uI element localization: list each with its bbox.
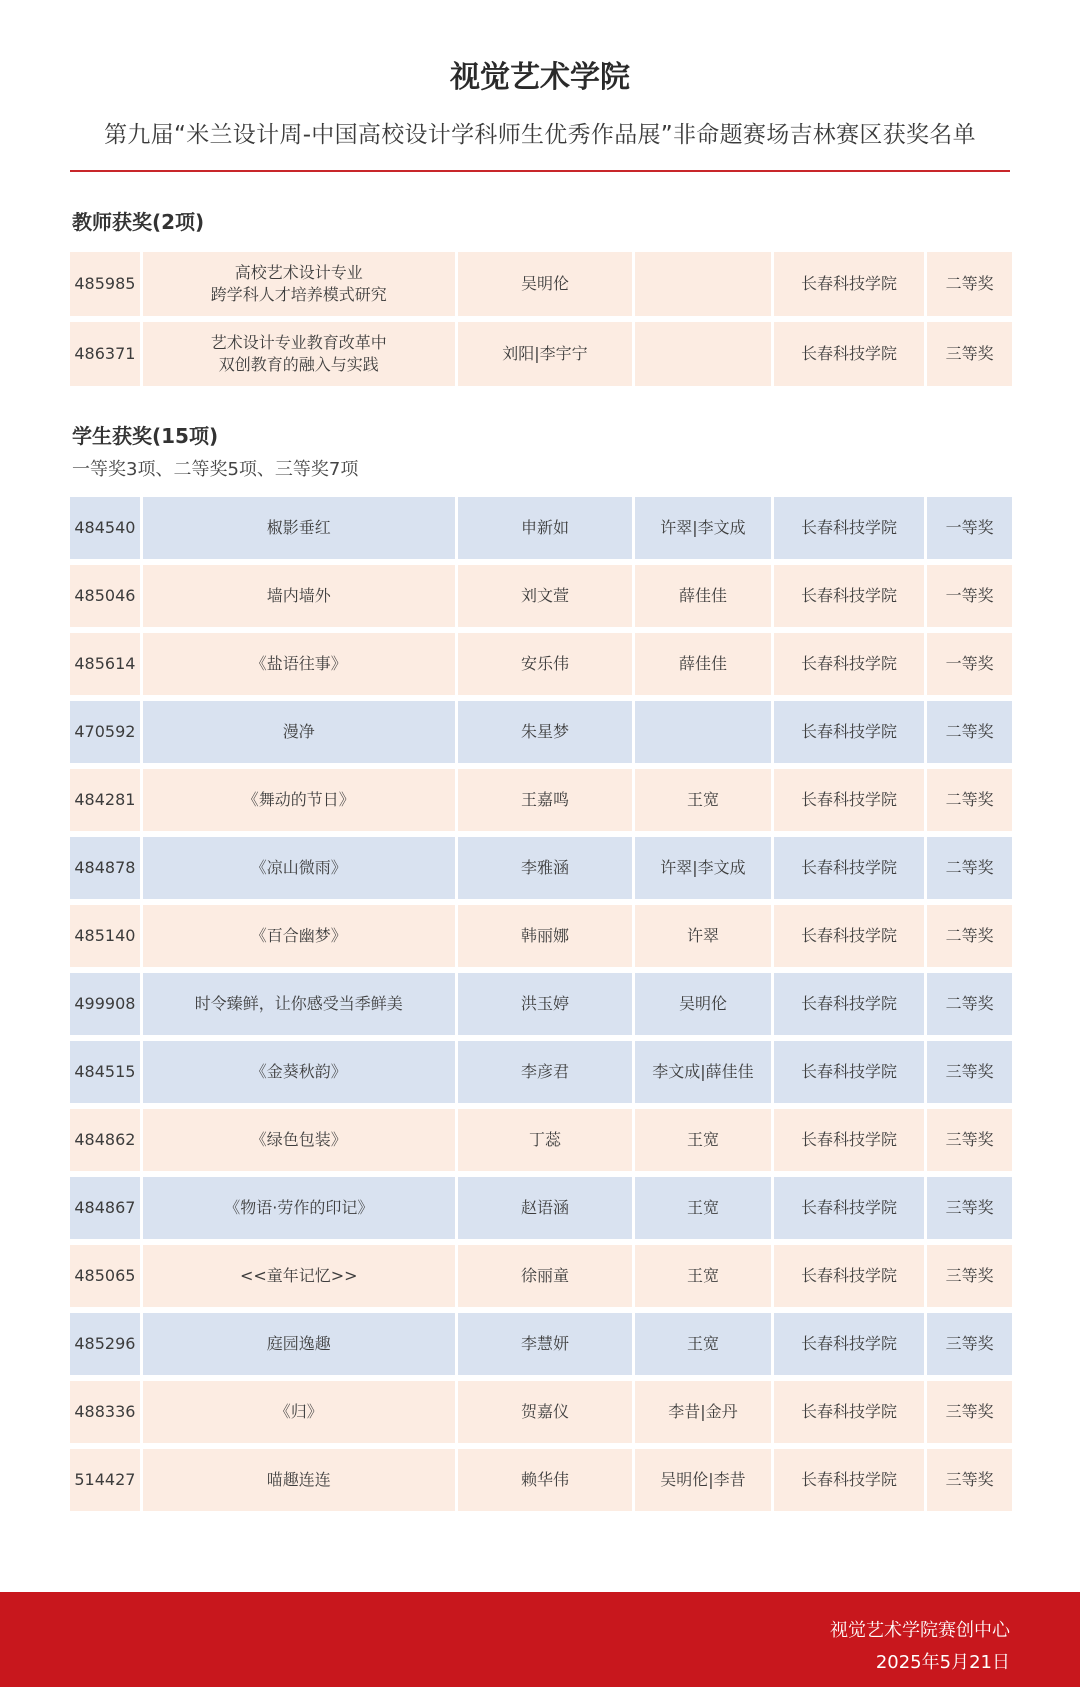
entry-id: 470592: [70, 701, 140, 763]
entry-id: 484878: [70, 837, 140, 899]
entry-school: 长春科技学院: [774, 1381, 925, 1443]
entry-id: 484281: [70, 769, 140, 831]
entry-author: 韩丽娜: [458, 905, 632, 967]
entry-id: 484515: [70, 1041, 140, 1103]
entry-title: 《金葵秋韵》: [143, 1041, 455, 1103]
entry-school: 长春科技学院: [774, 837, 925, 899]
entry-id: 486371: [70, 322, 140, 386]
entry-school: 长春科技学院: [774, 322, 925, 386]
entry-award: 二等奖: [927, 837, 1012, 899]
entry-author: 丁蕊: [458, 1109, 632, 1171]
entry-title: 高校艺术设计专业 跨学科人才培养模式研究: [143, 252, 455, 316]
entry-advisor: 王宽: [635, 1313, 771, 1375]
table-row: [70, 1381, 1012, 1443]
entry-school: 长春科技学院: [774, 973, 925, 1035]
table-row: [70, 565, 1012, 627]
entry-advisor: 李文成|薛佳佳: [635, 1041, 771, 1103]
entry-school: 长春科技学院: [774, 1313, 925, 1375]
entry-author: 吴明伦: [458, 252, 632, 316]
table-row: [70, 1313, 1012, 1375]
entry-advisor: 许翠|李文成: [635, 837, 771, 899]
entry-author: 洪玉婷: [458, 973, 632, 1035]
table-row: [70, 769, 1012, 831]
entry-id: 485985: [70, 252, 140, 316]
entry-advisor: 王宽: [635, 1177, 771, 1239]
entry-school: 长春科技学院: [774, 1041, 925, 1103]
entry-school: 长春科技学院: [774, 252, 925, 316]
teacher-awards-table: [70, 252, 1012, 392]
entry-author: 刘文萱: [458, 565, 632, 627]
entry-school: 长春科技学院: [774, 769, 925, 831]
entry-award: 三等奖: [927, 1041, 1012, 1103]
entry-author: 申新如: [458, 497, 632, 559]
entry-advisor: [635, 252, 771, 316]
entry-id: 485614: [70, 633, 140, 695]
footer-bar: [0, 1592, 1080, 1687]
entry-author: 赵语涵: [458, 1177, 632, 1239]
entry-school: 长春科技学院: [774, 1449, 925, 1511]
entry-award: 一等奖: [927, 633, 1012, 695]
table-row: [70, 1109, 1012, 1171]
entry-award: 二等奖: [927, 701, 1012, 763]
entry-advisor: 许翠|李文成: [635, 497, 771, 559]
entry-id: 485296: [70, 1313, 140, 1375]
entry-title: 庭园逸趣: [143, 1313, 455, 1375]
entry-title: 《舞动的节日》: [143, 769, 455, 831]
entry-advisor: 李昔|金丹: [635, 1381, 771, 1443]
entry-award: 二等奖: [927, 252, 1012, 316]
entry-award: 二等奖: [927, 973, 1012, 1035]
entry-id: 488336: [70, 1381, 140, 1443]
table-row: [70, 322, 1012, 386]
footer-organization: 视觉艺术学院赛创中心: [830, 1620, 1010, 1641]
entry-id: 484867: [70, 1177, 140, 1239]
entry-advisor: 薛佳佳: [635, 565, 771, 627]
entry-advisor: [635, 701, 771, 763]
entry-advisor: 王宽: [635, 1109, 771, 1171]
entry-award: 三等奖: [927, 1245, 1012, 1307]
entry-title: 漫净: [143, 701, 455, 763]
table-row: [70, 1449, 1012, 1511]
entry-title: 《绿色包装》: [143, 1109, 455, 1171]
footer-date: 2025年5月21日: [875, 1652, 1010, 1673]
entry-title: 喵趣连连: [143, 1449, 455, 1511]
entry-title: 《物语·劳作的印记》: [143, 1177, 455, 1239]
entry-advisor: 许翠: [635, 905, 771, 967]
entry-author: 李慧妍: [458, 1313, 632, 1375]
entry-id: 499908: [70, 973, 140, 1035]
table-row: [70, 1177, 1012, 1239]
entry-school: 长春科技学院: [774, 1245, 925, 1307]
entry-author: 刘阳|李宇宁: [458, 322, 632, 386]
student-section-heading: 学生获奖(15项): [72, 424, 219, 448]
title-divider: [70, 170, 1010, 172]
entry-school: 长春科技学院: [774, 1177, 925, 1239]
entry-school: 长春科技学院: [774, 905, 925, 967]
teacher-section-heading: 教师获奖(2项): [72, 210, 205, 234]
entry-title: 时令臻鲜，让你感受当季鲜美: [143, 973, 455, 1035]
entry-title: 《归》: [143, 1381, 455, 1443]
table-row: [70, 1245, 1012, 1307]
entry-id: 484540: [70, 497, 140, 559]
entry-author: 贺嘉仪: [458, 1381, 632, 1443]
entry-advisor: [635, 322, 771, 386]
entry-id: 484862: [70, 1109, 140, 1171]
entry-school: 长春科技学院: [774, 497, 925, 559]
entry-advisor: 王宽: [635, 769, 771, 831]
entry-author: 李雅涵: [458, 837, 632, 899]
entry-school: 长春科技学院: [774, 1109, 925, 1171]
student-award-summary: 一等奖3项、二等奖5项、三等奖7项: [72, 459, 359, 480]
entry-id: 485046: [70, 565, 140, 627]
table-row: [70, 837, 1012, 899]
entry-advisor: 薛佳佳: [635, 633, 771, 695]
entry-id: 485065: [70, 1245, 140, 1307]
entry-advisor: 吴明伦: [635, 973, 771, 1035]
entry-author: 王嘉鸣: [458, 769, 632, 831]
table-row: [70, 1041, 1012, 1103]
entry-advisor: 吴明伦|李昔: [635, 1449, 771, 1511]
table-row: [70, 905, 1012, 967]
entry-school: 长春科技学院: [774, 701, 925, 763]
entry-award: 一等奖: [927, 497, 1012, 559]
entry-title: 《盐语往事》: [143, 633, 455, 695]
entry-title: 《凉山微雨》: [143, 837, 455, 899]
entry-author: 徐丽童: [458, 1245, 632, 1307]
entry-author: 赖华伟: [458, 1449, 632, 1511]
entry-author: 安乐伟: [458, 633, 632, 695]
entry-school: 长春科技学院: [774, 565, 925, 627]
entry-title: 艺术设计专业教育改革中 双创教育的融入与实践: [143, 322, 455, 386]
entry-title: <<童年记忆>>: [143, 1245, 455, 1307]
student-awards-table: [70, 497, 1012, 1517]
entry-award: 三等奖: [927, 322, 1012, 386]
entry-award: 三等奖: [927, 1449, 1012, 1511]
entry-title: 椒影垂红: [143, 497, 455, 559]
entry-award: 三等奖: [927, 1177, 1012, 1239]
entry-award: 二等奖: [927, 905, 1012, 967]
entry-school: 长春科技学院: [774, 633, 925, 695]
table-row: [70, 633, 1012, 695]
entry-advisor: 王宽: [635, 1245, 771, 1307]
entry-author: 李彦君: [458, 1041, 632, 1103]
entry-title: 《百合幽梦》: [143, 905, 455, 967]
entry-award: 三等奖: [927, 1313, 1012, 1375]
entry-award: 二等奖: [927, 769, 1012, 831]
entry-award: 一等奖: [927, 565, 1012, 627]
page-title: 视觉艺术学院: [450, 60, 630, 95]
entry-id: 514427: [70, 1449, 140, 1511]
table-row: [70, 973, 1012, 1035]
entry-author: 朱星梦: [458, 701, 632, 763]
page-subtitle: 第九届“米兰设计周-中国高校设计学科师生优秀作品展”非命题赛场吉林赛区获奖名单: [104, 122, 976, 148]
entry-title: 墙内墙外: [143, 565, 455, 627]
entry-award: 三等奖: [927, 1381, 1012, 1443]
table-row: [70, 252, 1012, 316]
entry-award: 三等奖: [927, 1109, 1012, 1171]
table-row: [70, 701, 1012, 763]
table-row: [70, 497, 1012, 559]
entry-id: 485140: [70, 905, 140, 967]
